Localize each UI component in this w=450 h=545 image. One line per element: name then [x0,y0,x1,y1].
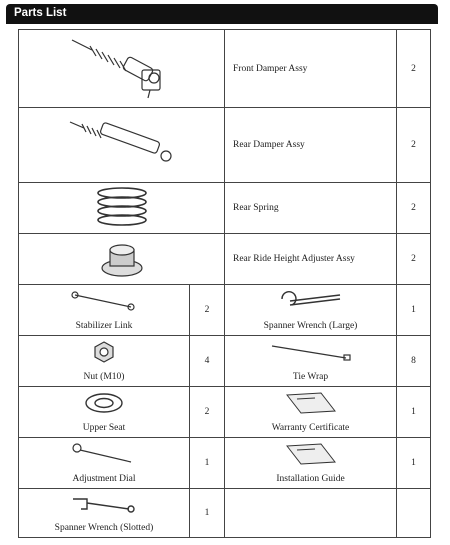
part-name: Adjustment Dial [72,474,136,484]
part-name: Stabilizer Link [75,321,133,331]
part-name: Rear Ride Height Adjuster Assy [225,234,397,285]
table-row [19,30,431,108]
rear-damper-icon [62,114,182,174]
part-name: Installation Guide [276,474,345,484]
part-name: Spanner Wrench (Slotted) [54,523,154,533]
part-qty: 2 [397,234,431,285]
table-row [19,285,431,336]
part-qty: 2 [397,108,431,183]
adjustment-dial-icon [69,442,139,466]
part-qty: 2 [190,387,225,438]
front-damper-cell [19,30,225,108]
part-name: Front Damper Assy [225,30,397,108]
front-damper-icon [62,32,182,102]
certificate-icon [281,391,341,415]
parts-table [18,29,431,538]
rear-spring-cell [19,183,225,234]
part-name: Upper Seat [82,423,126,433]
part-qty: 8 [397,336,431,387]
part-name: Rear Damper Assy [225,108,397,183]
part-qty: 1 [190,489,225,538]
part-qty: 1 [397,387,431,438]
part-name: Tie Wrap [292,372,329,382]
table-row [19,234,431,285]
part-name: Rear Spring [225,183,397,234]
tie-wrap-icon [266,340,356,364]
empty-cell [225,489,397,538]
part-qty: 2 [190,285,225,336]
spanner-large-cell [225,285,397,336]
part-qty: 4 [190,336,225,387]
spanner-large-icon [276,289,346,313]
stabilizer-link-icon [69,289,139,313]
guide-cell [225,438,397,489]
height-adjuster-icon [97,236,147,280]
upper-seat-icon [82,391,126,415]
empty-cell [397,489,431,538]
certificate-cell [225,387,397,438]
tie-wrap-cell [225,336,397,387]
height-adjuster-cell [19,234,225,285]
part-qty: 1 [190,438,225,489]
page-title: Parts List [14,7,67,19]
part-qty: 2 [397,30,431,108]
table-row [19,438,431,489]
stabilizer-link-cell [19,285,190,336]
part-name: Nut (M10) [83,372,125,382]
spanner-slotted-icon [69,493,139,517]
part-qty: 1 [397,285,431,336]
table-row [19,108,431,183]
spanner-slotted-cell [19,489,190,538]
rear-damper-cell [19,108,225,183]
part-qty: 1 [397,438,431,489]
part-name: Spanner Wrench (Large) [263,321,358,331]
rear-spring-icon [92,185,152,229]
table-row [19,183,431,234]
table-row [19,489,431,538]
table-row [19,336,431,387]
upper-seat-cell [19,387,190,438]
table-row [19,387,431,438]
part-qty: 2 [397,183,431,234]
part-name: Warranty Certificate [271,423,350,433]
adjustment-dial-cell [19,438,190,489]
nut-cell [19,336,190,387]
nut-icon [92,340,116,364]
guide-icon [281,442,341,466]
parts-list-header [6,4,438,24]
